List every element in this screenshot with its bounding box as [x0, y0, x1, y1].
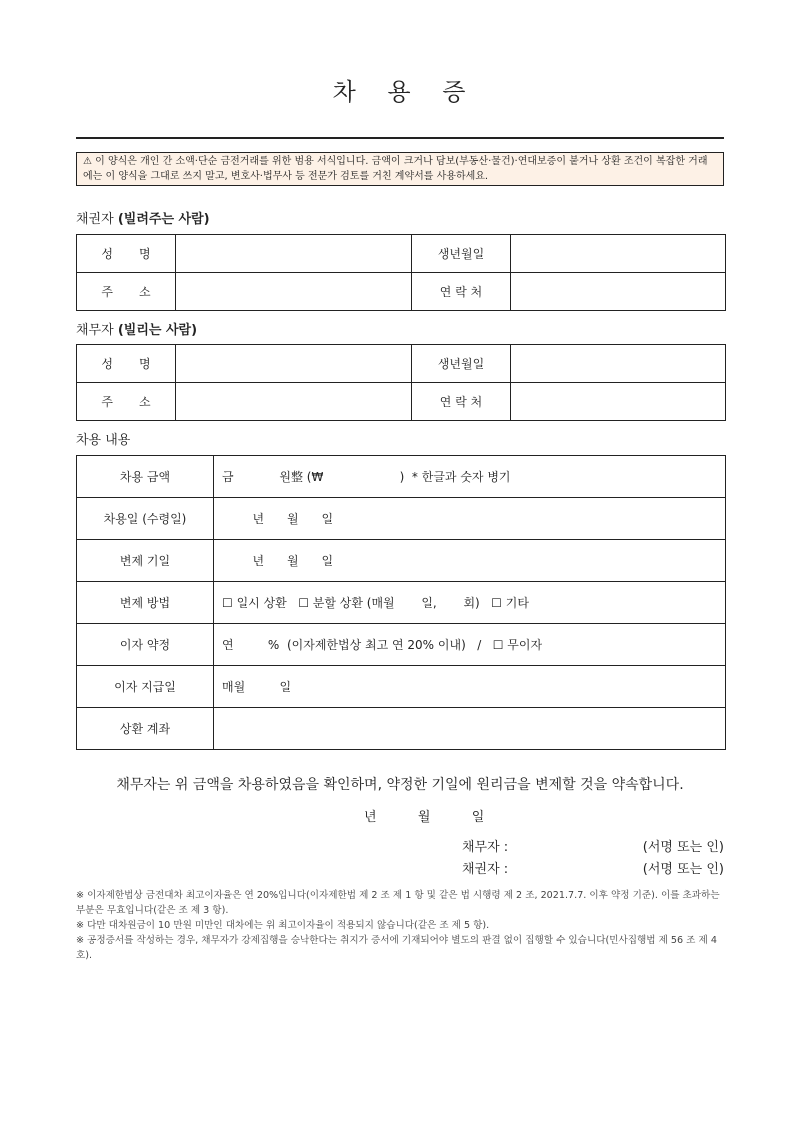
table-row: [77, 235, 726, 273]
creditor-address-label: 주 소: [77, 273, 176, 311]
debtor-table: [76, 344, 726, 421]
creditor-address-field[interactable]: [176, 273, 412, 311]
repayment-method-field[interactable]: ☐ 일시 상환 ☐ 분할 상환 (매월 일, 회) ☐ 기타: [214, 582, 726, 624]
creditor-birth-field[interactable]: [511, 235, 726, 273]
footnote: ※ 공정증서를 작성하는 경우, 채무자가 강제집행을 승낙한다는 취지가 증서에 기재되어야 별도의 판결 없이 집행할 수 있습니다(민사집행법 제 56 조 제 4 호).: [76, 935, 717, 961]
loan-section-label: 차용 내용: [76, 433, 131, 448]
creditor-birth-label: 생년월일: [412, 235, 511, 273]
loan-amount-label: 차용 금액: [77, 456, 214, 498]
table-row: [77, 582, 726, 624]
interest-terms-label: 이자 약정: [77, 624, 214, 666]
repayment-account-field[interactable]: [214, 708, 726, 750]
creditor-name-field[interactable]: [176, 235, 412, 273]
signature-role: 채무자 :: [462, 840, 509, 855]
debtor-contact-field[interactable]: [511, 383, 726, 421]
due-date-field[interactable]: 년 월 일: [214, 540, 726, 582]
debtor-address-label: 주 소: [77, 383, 176, 421]
footnote: ※ 이자제한법상 금전대차 최고이자율은 연 20%입니다(이자제한법 제 2 조 제 1 항 및 같은 법 시행령 제 2 조, 2021.7.7. 이후 약정 기준). 이를 초과하는 부분은 무효입니다(같은 조 제 3 항).: [76, 890, 720, 916]
debtor-contact-label: 연 락 처: [412, 383, 511, 421]
title-divider: [76, 137, 724, 139]
debtor-name-label: 성 명: [77, 345, 176, 383]
loan-date-field[interactable]: 년 월 일: [214, 498, 726, 540]
debtor-name-field[interactable]: [176, 345, 412, 383]
interest-terms-field[interactable]: 연 % (이자제한법상 최고 연 20% 이내) / ☐ 무이자: [214, 624, 726, 666]
loan-details-table: [76, 455, 726, 750]
creditor-table: [76, 234, 726, 311]
table-row: [77, 624, 726, 666]
table-row: [77, 498, 726, 540]
title-char: 용: [387, 78, 413, 106]
debtor-address-field[interactable]: [176, 383, 412, 421]
warning-notice: ⚠ 이 양식은 개인 간 소액·단순 금전거래를 위한 범용 서식입니다. 금액이 크거나 담보(부동산·물건)·연대보증이 붙거나 상환 조건이 복잡한 거래에는 이 양식을 그대로 쓰지 말고, 변호사·법무사 등 전문가 검토를 거친 계약서를 사용하세요.: [76, 152, 724, 186]
repayment-account-label: 상환 계좌: [77, 708, 214, 750]
creditor-section-label: 채권자 (빌려주는 사람): [76, 212, 210, 227]
signing-date[interactable]: 년 월 일: [364, 810, 485, 825]
title-char: 증: [442, 78, 468, 106]
table-row: [77, 666, 726, 708]
document-title: [76, 72, 724, 107]
creditor-contact-field[interactable]: [511, 273, 726, 311]
loan-date-label: 차용일 (수령일): [77, 498, 214, 540]
creditor-name-label: 성 명: [77, 235, 176, 273]
table-row: [77, 383, 726, 421]
signature-role: 채권자 :: [462, 862, 509, 877]
creditor-contact-label: 연 락 처: [412, 273, 511, 311]
table-row: [77, 708, 726, 750]
repayment-method-label: 변제 방법: [77, 582, 214, 624]
debtor-birth-label: 생년월일: [412, 345, 511, 383]
debtor-birth-field[interactable]: [511, 345, 726, 383]
due-date-label: 변제 기일: [77, 540, 214, 582]
interest-payday-label: 이자 지급일: [77, 666, 214, 708]
signature-seal-text: (서명 또는 인): [642, 840, 724, 855]
footnote: ※ 다만 대차원금이 10 만원 미만인 대차에는 위 최고이자율이 적용되지 않습니다(같은 조 제 5 항).: [76, 920, 490, 931]
table-row: [77, 273, 726, 311]
table-row: [77, 345, 726, 383]
debtor-section-label: 채무자 (빌리는 사람): [76, 323, 198, 338]
footnotes: [76, 888, 724, 963]
title-char: 차: [332, 78, 358, 106]
table-row: [77, 456, 726, 498]
loan-amount-field[interactable]: 금 원整 (₩ ) * 한글과 숫자 병기: [214, 456, 726, 498]
interest-payday-field[interactable]: 매월 일: [214, 666, 726, 708]
signature-seal-text: (서명 또는 인): [642, 862, 724, 877]
pledge-statement: 채무자는 위 금액을 차용하였음을 확인하며, 약정한 기일에 원리금을 변제할 것을 약속합니다.: [116, 777, 684, 793]
table-row: [77, 540, 726, 582]
